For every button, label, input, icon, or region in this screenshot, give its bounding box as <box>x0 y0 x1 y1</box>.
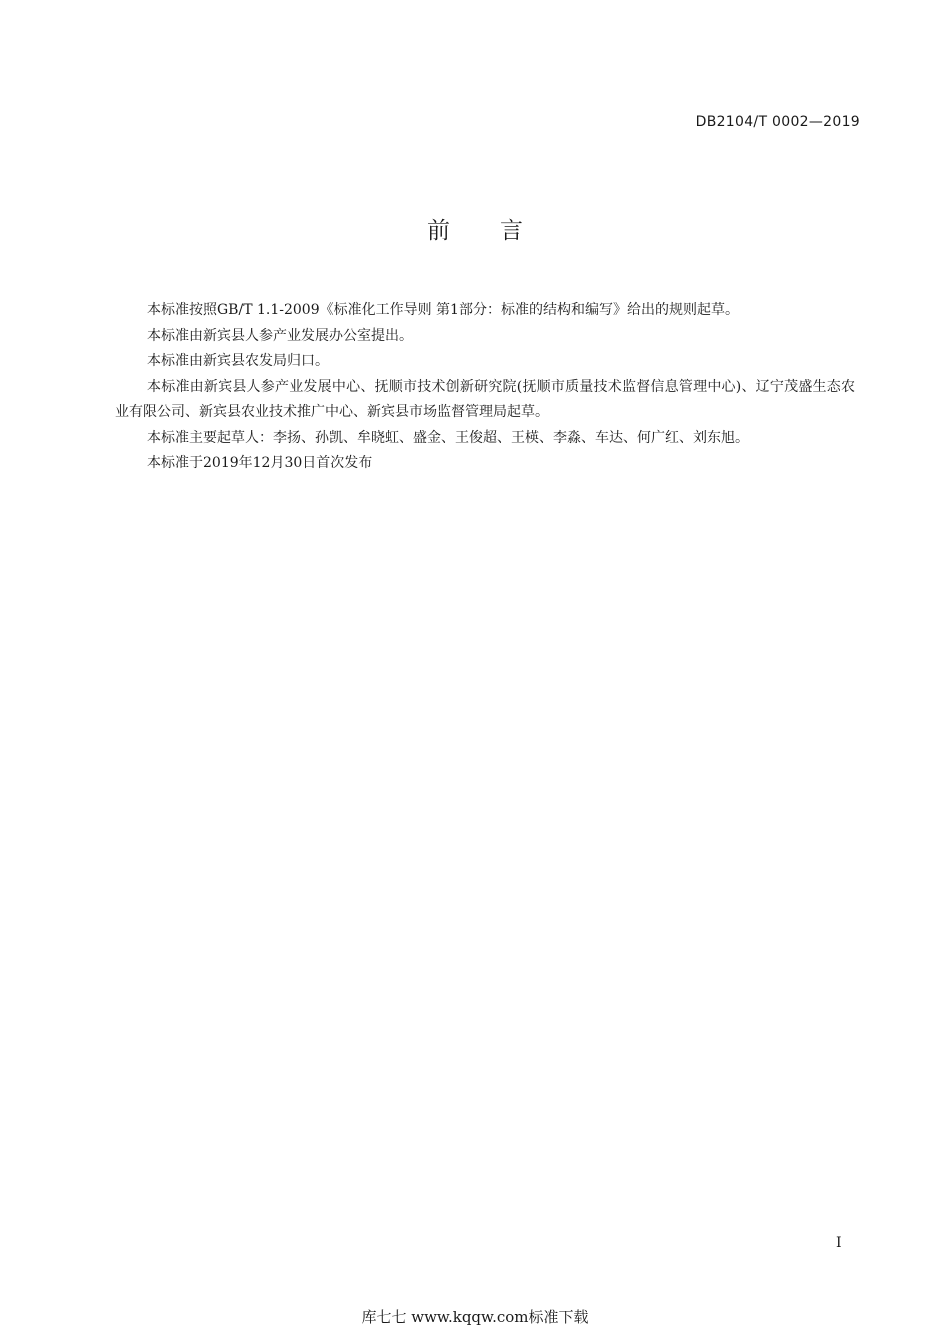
paragraph-drafting-rules: 本标准按照GB/T 1.1-2009《标准化工作导则 第1部分：标准的结构和编写》给出的规则起草。 <box>147 302 739 318</box>
paragraph-centralized-unit: 本标准由新宾县农发局归口。 <box>147 353 329 369</box>
paragraph-proposer: 本标准由新宾县人参产业发展办公室提出。 <box>147 327 413 344</box>
document-code: DB2104/T 0002—2019 <box>695 114 860 130</box>
paragraph-release-date: 本标准于2019年12月30日首次发布 <box>147 455 373 471</box>
page-number: I <box>836 1235 842 1251</box>
section-title: 前言 <box>427 218 573 244</box>
paragraph-drafting-units: 本标准由新宾县人参产业发展中心、抚顺市技术创新研究院(抚顺市质量技术监督信息管理中心)、辽宁茂盛生态农业有限公司、新宾县农业技术推广中心、新宾县市场监督管理局起草。 <box>115 378 855 420</box>
paragraph-drafters: 本标准主要起草人：李扬、孙凯、牟晓虹、盛金、王俊超、王楧、李淼、车达、何广红、刘东旭。 <box>147 429 749 446</box>
footer-watermark: 库七七 www.kqqw.com标准下载 <box>361 1308 589 1326</box>
foreword-body <box>115 298 855 477</box>
